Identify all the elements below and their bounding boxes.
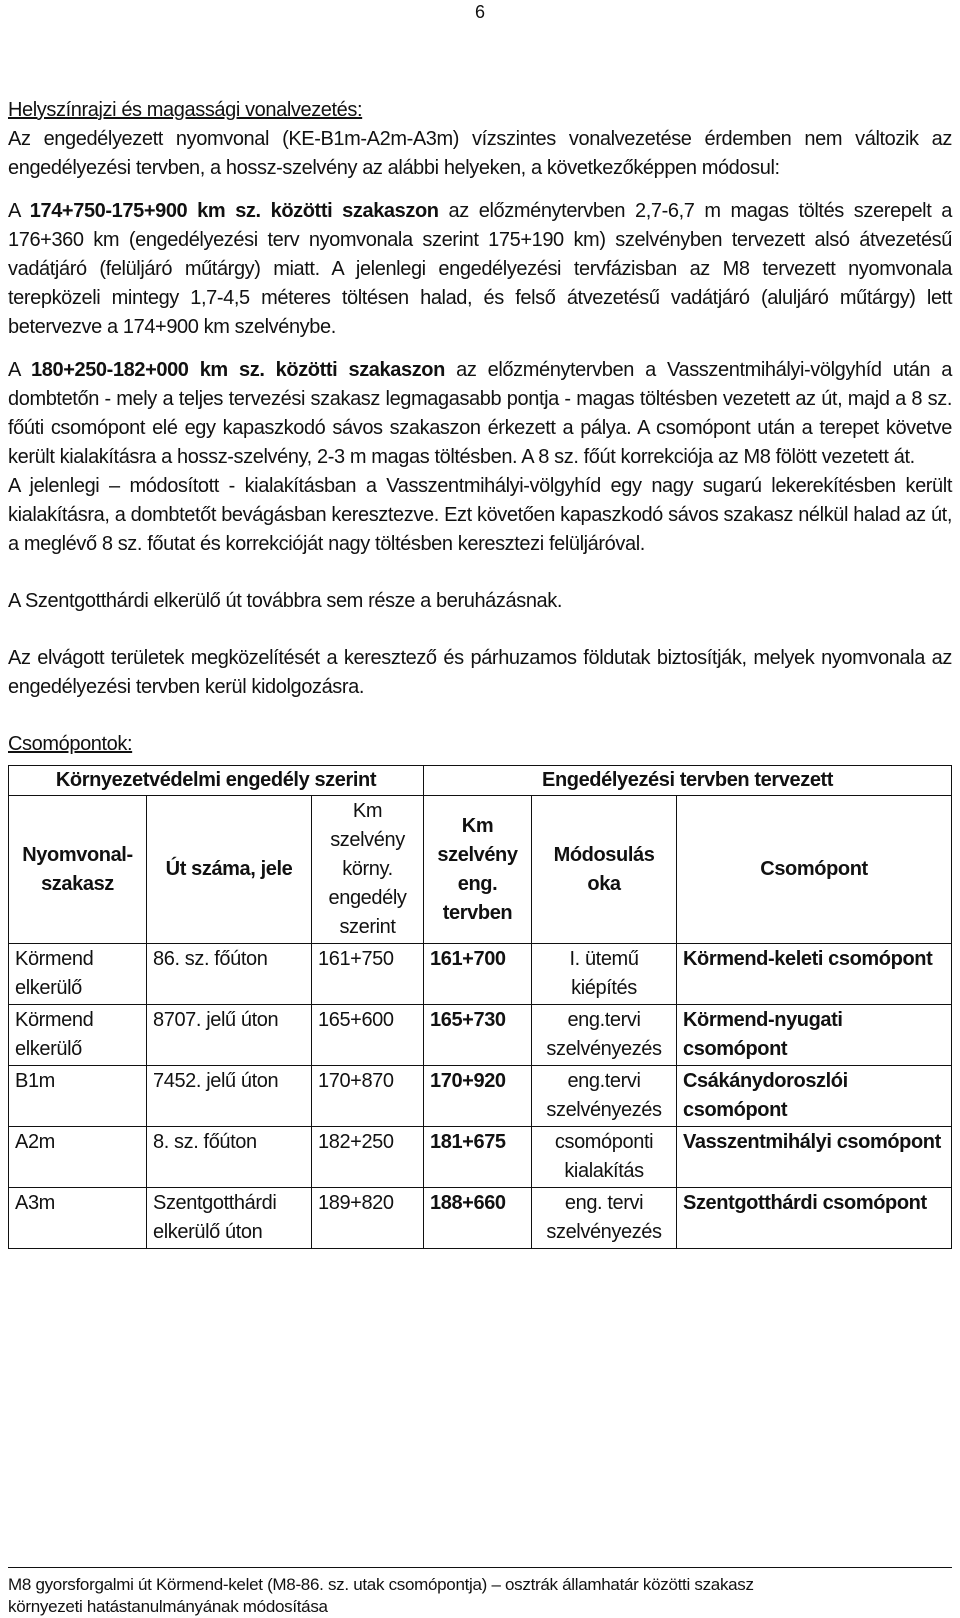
page-number: 6 [474,2,485,22]
table-row [9,944,952,1005]
cell-road: 7452. jelű úton [147,1066,312,1127]
cell-reason: eng.tervi szelvényezés [532,1005,677,1066]
cell-km-plan: 165+730 [424,1005,532,1066]
cell-km-env: 161+750 [312,944,424,1005]
group-env-permit: Környezetvédelmi engedély szerint [9,766,424,796]
junctions-table [8,765,952,1249]
p1-bold: 174+750-175+900 km sz. közötti szakaszon [29,200,439,222]
col-junction: Csomópont [677,796,952,944]
table-column-header [9,796,952,944]
cell-junction: Körmend-nyugati csomópont [677,1005,952,1066]
paragraph-szentgotthard: A Szentgotthárdi elkerülő út továbbra sem része a beruházásnak. [8,590,563,612]
p2-prefix: A [8,359,32,381]
p2-bold: 180+250-182+000 km sz. közötti szakaszon [31,359,445,381]
document-body [8,96,952,1249]
col-reason: Módosulás oka [532,796,677,944]
cell-section: A2m [9,1127,147,1188]
paragraph-access: Az elvágott területek megközelítését a keresztező és párhuzamos földutak biztosítják, melyek nyomvonala az engedélyezési tervben kerül kidolgozásra. [8,647,952,698]
cell-section: Körmend elkerülő [9,1005,147,1066]
footer-line-2: környezeti hatástanulmányának módosítása [8,1597,328,1616]
cell-road: 8707. jelű úton [147,1005,312,1066]
table-row [9,1005,952,1066]
cell-km-env: 165+600 [312,1005,424,1066]
col-km-plan: Km szelvény eng. tervben [424,796,532,944]
cell-road: Szentgotthárdi elkerülő úton [147,1188,312,1249]
cell-km-env: 189+820 [312,1188,424,1249]
cell-km-env: 182+250 [312,1127,424,1188]
paragraph-174-175 [8,197,952,342]
intro-paragraph: Az engedélyezett nyomvonal (KE-B1m-A2m-A3m) vízszintes vonalvezetése érdemben nem változik az engedélyezési tervben, a hossz-szelvény az alábbi helyeken, a következőképpen módosul: [8,128,952,179]
p1-prefix: A [8,200,30,222]
table-row [9,1188,952,1249]
footer-line-1: M8 gyorsforgalmi út Körmend-kelet (M8-86. sz. utak csomópontja) – osztrák államhatár közötti szakasz [8,1575,754,1594]
cell-km-plan: 188+660 [424,1188,532,1249]
cell-section: B1m [9,1066,147,1127]
section-heading: Helyszínrajzi és magassági vonalvezetés: [8,99,363,121]
paragraph-180-182 [8,356,952,472]
cell-reason: eng. tervi szelvényezés [532,1188,677,1249]
p1-text: az előzménytervben 2,7-6,7 m magas töltés szerepelt a 176+360 km (engedélyezési terv nyomvonala szerint 175+190 km) szelvényben tervezett alsó átvezetésű vadátjáró (felüljáró műtárgy) miatt. A jelenlegi engedélyezési tervfázisban az M8 tervezett nyomvonala terepközeli mintegy 1,7-4,5 méteres töltésen halad, és felső átvezetésű vadátjáró (aluljáró műtárgy) lett betervezve a 174+900 km szelvénybe. [8,200,953,338]
cell-junction: Csákánydoroszlói csomópont [677,1066,952,1127]
junctions-heading: Csomópontok: [8,733,133,755]
col-section: Nyomvonal-szakasz [9,796,147,944]
cell-reason: eng.tervi szelvényezés [532,1066,677,1127]
paragraph-modified: A jelenlegi – módosított - kialakításban a Vasszentmihályi-völgyhíd egy nagy sugarú lekerekítésben került kialakításra, a dombtetőt bevágásban keresztezve. Ezt követően kapaszkodó sávos szakasz nélkül halad az út, a meglévő 8 sz. főutat és korrekcióját nagy töltésben keresztezi felüljáróval. [8,475,952,555]
cell-reason: I. ütemű kiépítés [532,944,677,1005]
cell-km-plan: 161+700 [424,944,532,1005]
cell-km-env: 170+870 [312,1066,424,1127]
cell-section: Körmend elkerülő [9,944,147,1005]
cell-section: A3m [9,1188,147,1249]
col-road: Út száma, jele [147,796,312,944]
group-plan: Engedélyezési tervben tervezett [424,766,952,796]
cell-km-plan: 170+920 [424,1066,532,1127]
cell-road: 86. sz. főúton [147,944,312,1005]
cell-junction: Körmend-keleti csomópont [677,944,952,1005]
page-footer [8,1567,952,1618]
table-row [9,1127,952,1188]
cell-junction: Szentgotthárdi csomópont [677,1188,952,1249]
cell-road: 8. sz. főúton [147,1127,312,1188]
cell-km-plan: 181+675 [424,1127,532,1188]
table-row [9,1066,952,1127]
table-group-header [9,766,952,796]
col-km-env: Km szelvény körny. engedély szerint [312,796,424,944]
cell-junction: Vasszentmihályi csomópont [677,1127,952,1188]
p2-text: az előzménytervben a Vasszentmihályi-völgyhíd után a dombtetőn - mely a teljes tervezési szakasz legmagasabb pontja - magas töltésben vezetett az út, majd a 8 sz. főúti csomópont elé egy kapaszkodó sávos szakaszon érkezett a pálya. A csomópont után a terepet követve került kialakításra a hossz-szelvény, 2-3 m magas töltésben. A 8 sz. főút korrekciója az M8 fölött vezetett át. [8,359,953,468]
cell-reason: csomóponti kialakítás [532,1127,677,1188]
